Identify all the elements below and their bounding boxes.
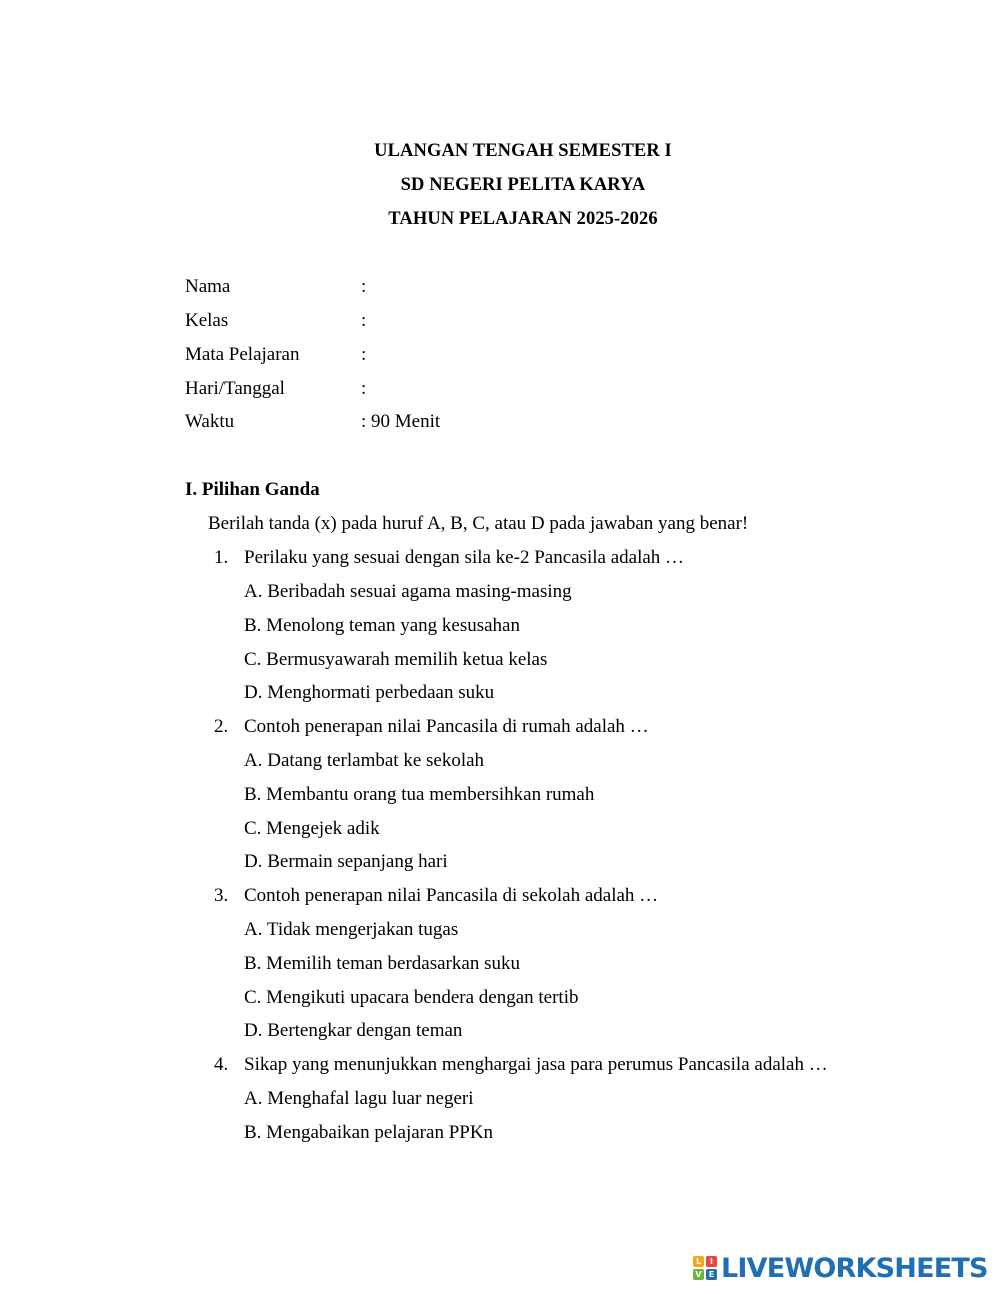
answer-option[interactable]: C. Bermusyawarah memilih ketua kelas <box>244 649 548 670</box>
answer-option[interactable]: C. Mengikuti upacara bendera dengan tertib <box>244 987 579 1008</box>
info-label-date: Hari/Tanggal <box>185 378 285 399</box>
liveworksheets-wordmark: LIVEWORKSHEETS <box>721 1252 988 1284</box>
info-value-name: : <box>361 276 367 297</box>
answer-option[interactable]: A. Beribadah sesuai agama masing-masing <box>244 581 572 602</box>
exam-title: ULANGAN TENGAH SEMESTER I <box>374 141 672 161</box>
question-text: Sikap yang menunjukkan menghargai jasa para perumus Pancasila adalah … <box>244 1054 828 1075</box>
question-number: 4. <box>214 1054 229 1075</box>
answer-option[interactable]: A. Datang terlambat ke sekolah <box>244 750 485 771</box>
info-label-subject: Mata Pelajaran <box>185 344 300 365</box>
info-value-date: : <box>361 378 367 399</box>
answer-option[interactable]: D. Menghormati perbedaan suku <box>244 682 495 703</box>
answer-option[interactable]: B. Memilih teman berdasarkan suku <box>244 953 520 974</box>
question-text: Contoh penerapan nilai Pancasila di rumah adalah … <box>244 716 649 737</box>
logo-tile: E <box>706 1269 717 1280</box>
question-number: 3. <box>214 885 229 906</box>
answer-option[interactable]: B. Mengabaikan pelajaran PPKn <box>244 1122 494 1143</box>
answer-option[interactable]: A. Menghafal lagu luar negeri <box>244 1088 474 1109</box>
section-instruction: Berilah tanda (x) pada huruf A, B, C, atau D pada jawaban yang benar! <box>208 513 749 534</box>
answer-option[interactable]: B. Menolong teman yang kesusahan <box>244 615 520 636</box>
info-label-name: Nama <box>185 276 231 297</box>
info-value-time: : 90 Menit <box>361 411 441 432</box>
liveworksheets-watermark <box>693 1252 988 1284</box>
info-label-time: Waktu <box>185 411 235 432</box>
school-name: SD NEGERI PELITA KARYA <box>400 175 646 195</box>
answer-option[interactable]: D. Bertengkar dengan teman <box>244 1020 463 1041</box>
question-text: Perilaku yang sesuai dengan sila ke-2 Pancasila adalah … <box>244 547 685 568</box>
question-text: Contoh penerapan nilai Pancasila di sekolah adalah … <box>244 885 659 906</box>
answer-option[interactable]: A. Tidak mengerjakan tugas <box>244 919 459 940</box>
question-number: 2. <box>214 716 229 737</box>
liveworksheets-logo-icon <box>693 1256 717 1280</box>
section-heading: I. Pilihan Ganda <box>185 479 320 500</box>
answer-option[interactable]: B. Membantu orang tua membersihkan rumah <box>244 784 595 805</box>
answer-option[interactable]: D. Bermain sepanjang hari <box>244 851 448 872</box>
info-label-class: Kelas <box>185 310 229 331</box>
question-number: 1. <box>214 547 229 568</box>
info-value-subject: : <box>361 344 367 365</box>
info-value-class: : <box>361 310 367 331</box>
logo-tile: I <box>706 1256 717 1267</box>
logo-tile: L <box>693 1256 704 1267</box>
logo-tile: V <box>693 1269 704 1280</box>
academic-year: TAHUN PELAJARAN 2025-2026 <box>388 209 658 229</box>
answer-option[interactable]: C. Mengejek adik <box>244 818 380 839</box>
